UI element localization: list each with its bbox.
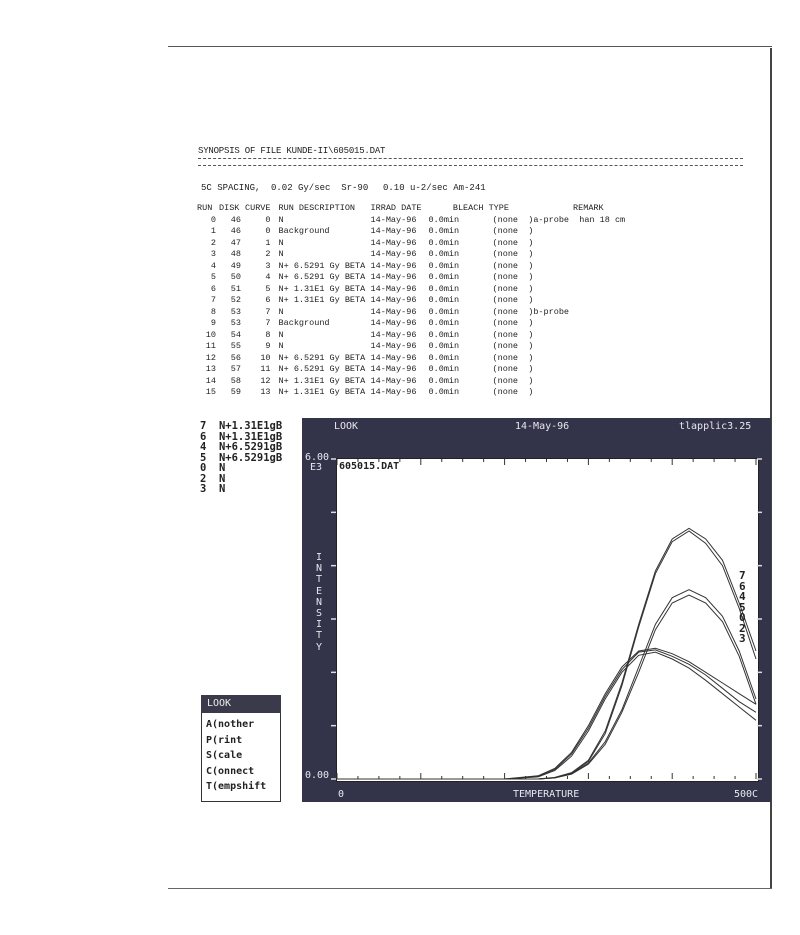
cell-irrad-date: 14-May-96 <box>370 214 417 225</box>
header-description: RUN DESCRIPTION <box>278 203 356 213</box>
cell-bleach: 0.0min <box>428 237 460 248</box>
cell-run: 15 <box>205 387 216 397</box>
menu-item-tempshift[interactable]: T(empshift <box>206 781 267 792</box>
cell-irrad-date: 14-May-96 <box>370 306 417 317</box>
cell-description: N+ 6.5291 Gy BETA <box>278 260 366 271</box>
cell-disk: 46 <box>230 214 241 225</box>
legend-entry: 4 N+6.5291gB <box>200 441 283 453</box>
graph-mode: LOOK <box>334 421 359 432</box>
cell-description: N+ 1.31E1 Gy BETA <box>278 387 366 397</box>
curve-label: 4 <box>739 590 746 603</box>
y-axis-letter: N <box>315 596 323 608</box>
cell-description: N+ 6.5291 Gy BETA <box>278 272 366 282</box>
legend-entry: 3 N <box>200 483 226 495</box>
cell-disk: 55 <box>230 341 241 351</box>
menu-item-another[interactable]: A(nother <box>206 719 255 730</box>
cell-irrad-date: 14-May-96 <box>370 329 417 340</box>
cell-irrad-date: 14-May-96 <box>370 318 417 328</box>
cell-curve: 7 <box>265 318 271 328</box>
cell-description: N <box>278 214 284 225</box>
cell-bleach: 0.0min <box>428 249 460 259</box>
cell-type: (none ) <box>492 272 534 282</box>
cell-run: 6 <box>210 283 216 294</box>
cell-disk: 59 <box>230 387 241 397</box>
cell-description: N <box>278 329 284 340</box>
cell-run: 5 <box>210 272 216 282</box>
cell-type: (none ) <box>492 249 534 259</box>
cell-type: (none ) <box>492 352 534 363</box>
cell-curve: 12 <box>260 375 271 386</box>
cell-remark: a-probe han 18 cm <box>533 214 626 225</box>
cell-run: 7 <box>210 295 216 305</box>
legend-entry: 0 N <box>200 462 226 474</box>
look-menu-title: LOOK <box>201 695 281 713</box>
cell-bleach: 0.0min <box>428 352 460 363</box>
cell-disk: 52 <box>230 295 241 305</box>
y-axis-letter: T <box>315 574 323 586</box>
cell-curve: 5 <box>265 283 271 294</box>
cell-type: (none ) <box>492 364 534 374</box>
cell-description: Background <box>278 318 330 328</box>
y-axis-letter: S <box>315 608 323 620</box>
cell-run: 2 <box>210 237 216 248</box>
cell-curve: 11 <box>260 364 271 374</box>
cell-disk: 53 <box>230 306 241 317</box>
cell-bleach: 0.0min <box>428 295 460 305</box>
cell-run: 10 <box>205 329 216 340</box>
plot-filename: 605015.DAT <box>339 461 400 472</box>
cell-bleach: 0.0min <box>428 306 460 317</box>
header-remark: REMARK <box>573 203 604 213</box>
cell-bleach: 0.0min <box>428 387 460 397</box>
cell-description: N+ 6.5291 Gy BETA <box>278 364 366 374</box>
cell-curve: 8 <box>265 329 271 340</box>
cell-curve: 0 <box>265 214 271 225</box>
legend-entry: 6 N+1.31E1gB <box>200 430 283 443</box>
cell-remark: b-probe <box>533 306 570 317</box>
cell-irrad-date: 14-May-96 <box>370 387 417 397</box>
cell-type: (none ) <box>492 375 534 386</box>
cell-bleach: 0.0min <box>428 341 460 351</box>
cell-irrad-date: 14-May-96 <box>370 375 417 386</box>
cell-description: N+ 1.31E1 Gy BETA <box>278 375 366 386</box>
cell-irrad-date: 14-May-96 <box>370 260 417 271</box>
legend-entry: 2 N <box>200 472 226 485</box>
cell-run: 13 <box>205 364 216 374</box>
cell-type: (none ) <box>492 237 534 248</box>
cell-type: (none ) <box>492 318 534 328</box>
cell-curve: 6 <box>265 295 271 305</box>
cell-bleach: 0.0min <box>428 283 460 294</box>
cell-run: 3 <box>210 249 216 259</box>
legend-entry: 5 N+6.5291gB <box>200 451 283 464</box>
y-exponent: E3 <box>310 462 323 473</box>
program-version: tlapplic3.25 <box>679 421 752 432</box>
cell-disk: 46 <box>230 226 241 236</box>
cell-curve: 10 <box>260 352 271 363</box>
cell-irrad-date: 14-May-96 <box>370 352 417 363</box>
cell-run: 9 <box>210 318 216 328</box>
header-irrad-date: IRRAD DATE <box>370 203 422 213</box>
cell-run: 0 <box>210 214 216 225</box>
cell-run: 1 <box>210 226 216 236</box>
alpha-rate: 0.10 u-2/sec Am-241 <box>383 183 486 193</box>
cell-run: 8 <box>210 306 216 317</box>
menu-item-print[interactable]: P(rint <box>206 734 243 746</box>
legend-entry: 7 N+1.31E1gB <box>200 420 283 432</box>
cell-run: 14 <box>205 375 216 386</box>
y-axis-letter: Y <box>315 641 323 653</box>
cell-disk: 47 <box>230 237 241 248</box>
curve-label: 5 <box>739 600 746 614</box>
cell-type: (none ) <box>492 387 534 397</box>
x-axis-label: TEMPERATURE <box>513 789 580 800</box>
header-bleach-type: BLEACH TYPE <box>452 203 509 213</box>
beta-rate: 0.02 Gy/sec Sr-90 <box>271 183 369 193</box>
y-axis-letter: E <box>315 585 323 597</box>
menu-item-connect[interactable]: C(onnect <box>206 765 255 777</box>
series-line-3 <box>337 652 756 779</box>
cell-disk: 51 <box>230 283 241 294</box>
y-axis-letter: I <box>315 619 323 631</box>
cell-bleach: 0.0min <box>428 364 460 374</box>
x-min-label: 0 <box>338 789 345 800</box>
cell-run: 11 <box>205 341 216 351</box>
cell-disk: 49 <box>230 260 241 271</box>
cell-type: (none ) <box>492 226 534 236</box>
series-line-7 <box>337 528 756 779</box>
cell-irrad-date: 14-May-96 <box>370 364 417 374</box>
cell-bleach: 0.0min <box>428 260 460 271</box>
curve-label: 0 <box>739 611 746 624</box>
cell-run: 12 <box>205 352 216 363</box>
series-line-5 <box>337 595 756 779</box>
series-line-0 <box>337 648 756 779</box>
y-axis-letter: N <box>315 563 323 575</box>
cell-curve: 0 <box>265 226 271 236</box>
cell-curve: 9 <box>265 341 271 351</box>
cell-disk: 58 <box>230 375 241 386</box>
cell-type: (none ) <box>492 306 534 317</box>
cell-bleach: 0.0min <box>428 329 460 340</box>
cell-run: 4 <box>210 260 216 271</box>
series-line-4 <box>337 590 756 779</box>
cell-disk: 54 <box>230 329 241 340</box>
synopsis-title: SYNOPSIS OF FILE KUNDE-II\605015.DAT <box>198 146 386 156</box>
cell-bleach: 0.0min <box>428 214 460 225</box>
cell-disk: 56 <box>230 352 241 363</box>
cell-description: N+ 6.5291 Gy BETA <box>278 352 366 363</box>
cell-bleach: 0.0min <box>428 272 460 282</box>
header-curve: CURVE <box>245 203 271 213</box>
cell-curve: 4 <box>265 272 271 282</box>
cell-irrad-date: 14-May-96 <box>370 295 417 305</box>
cell-description: N <box>278 341 284 351</box>
cell-disk: 57 <box>230 364 241 374</box>
cell-bleach: 0.0min <box>428 318 460 328</box>
y-min-label: 0.00 <box>305 770 330 781</box>
cell-curve: 3 <box>265 260 271 271</box>
header-run: RUN <box>197 203 213 213</box>
cell-curve: 13 <box>260 387 271 397</box>
y-axis-letter: I <box>315 552 323 563</box>
cell-type: (none ) <box>492 329 534 340</box>
cell-description: N <box>278 249 284 259</box>
cell-bleach: 0.0min <box>428 375 460 386</box>
curve-label: 2 <box>739 621 746 635</box>
cell-irrad-date: 14-May-96 <box>370 249 417 259</box>
cell-description: N+ 1.31E1 Gy BETA <box>278 295 366 305</box>
cell-disk: 53 <box>230 318 241 328</box>
curve-label: 6 <box>739 579 746 593</box>
curve-label: 7 <box>739 569 746 582</box>
cell-irrad-date: 14-May-96 <box>370 226 417 236</box>
cell-type: (none ) <box>492 260 534 271</box>
spacing-label: 5C SPACING, <box>201 183 261 193</box>
cell-curve: 1 <box>265 237 271 248</box>
y-max-label: 6.00 <box>305 452 330 463</box>
cell-irrad-date: 14-May-96 <box>370 283 417 294</box>
series-line-6 <box>337 531 756 779</box>
x-max-label: 500C <box>734 789 759 800</box>
cell-disk: 48 <box>230 249 241 259</box>
cell-type: (none ) <box>492 295 534 305</box>
cell-description: Background <box>278 226 330 236</box>
curve-end-labels <box>739 571 746 645</box>
series-line-2 <box>337 650 756 779</box>
cell-description: N <box>278 237 284 248</box>
cell-description: N <box>278 306 284 317</box>
cell-type: (none ) <box>492 214 534 225</box>
cell-curve: 7 <box>265 306 271 317</box>
cell-curve: 2 <box>265 249 271 259</box>
menu-item-scale[interactable]: S(cale <box>206 750 243 761</box>
cell-irrad-date: 14-May-96 <box>370 341 417 351</box>
y-axis-letter: T <box>315 630 323 642</box>
cell-type: (none ) <box>492 341 534 351</box>
cell-irrad-date: 14-May-96 <box>370 272 417 282</box>
cell-disk: 50 <box>230 272 241 282</box>
cell-irrad-date: 14-May-96 <box>370 237 417 248</box>
cell-bleach: 0.0min <box>428 226 460 236</box>
header-disk: DISK <box>219 203 240 213</box>
curve-label: 3 <box>739 632 746 645</box>
cell-description: N+ 1.31E1 Gy BETA <box>278 283 366 294</box>
graph-date: 14-May-96 <box>515 421 570 432</box>
cell-type: (none ) <box>492 283 534 294</box>
